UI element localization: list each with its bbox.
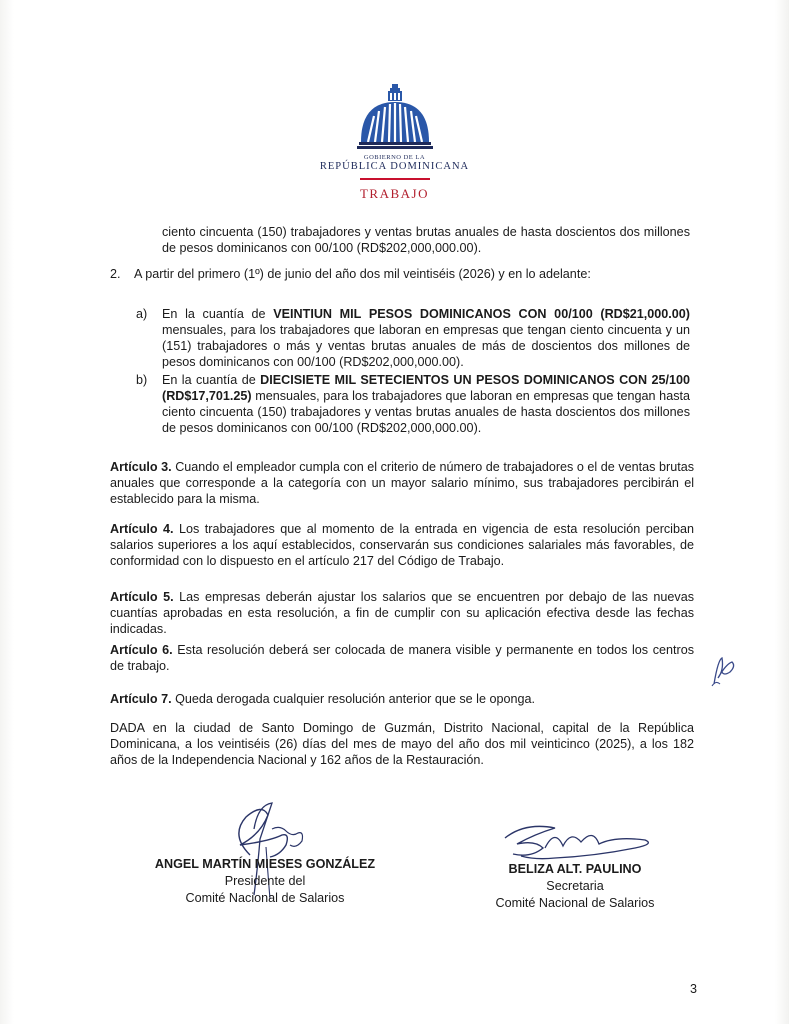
- item-2-number: 2.: [110, 267, 121, 281]
- article-5-heading: Artículo 5.: [110, 590, 174, 604]
- article-6-heading: Artículo 6.: [110, 643, 173, 657]
- header-divider: [360, 178, 430, 180]
- item-a-pre: En la cuantía de: [162, 307, 274, 321]
- article-5-text: Las empresas deberán ajustar los salarios que se encuentren por debajo de las nuevas cuantías aprobadas en esta resolución, a fin de cumplir con su aplicación efectiva desde las fechas indicadas.: [110, 590, 694, 636]
- letterhead: [0, 82, 789, 202]
- article-7: [110, 691, 694, 707]
- item-b-pre: En la cuantía de: [162, 373, 261, 387]
- gov-line-2: REPÚBLICA DOMINICANA: [319, 161, 470, 172]
- gov-line-1: GOBIERNO DE LA: [363, 154, 426, 161]
- article-3: [110, 459, 694, 507]
- page-number: 3: [690, 982, 698, 996]
- item-b-amount: DIECISIETE MIL SETECIENTOS UN PESOS DOMINICANOS CON 25/100 (RD$17,701.25): [162, 373, 690, 403]
- item-a-amount: VEINTIUN MIL PESOS DOMINICANOS CON 00/100 (RD$21,000.00): [273, 307, 690, 321]
- margin-initials-signature-icon: [708, 650, 740, 690]
- signatory-2-name: BELIZA ALT. PAULINO: [508, 862, 642, 876]
- dada-paragraph: DADA en la ciudad de Santo Domingo de Guzmán, Distrito Nacional, capital de la República Dominicana, a los veintiséis (26) días del mes de mayo del año dos mil veinticinco (2025), a los 182 años de la Independencia Nacional y 162 años de la Restauración.: [110, 721, 694, 767]
- signatory-president: [150, 856, 380, 907]
- article-4-text: Los trabajadores que al momento de la entrada en vigencia de esta resolución perciban salarios superiores a los aquí establecidos, conservarán sus condiciones salariales más favorables, de conformidad con lo dispuesto en el artículo 217 del Código de Trabajo.: [110, 522, 694, 568]
- signatory-1-role: Presidente del: [224, 874, 306, 888]
- item-2-text: A partir del primero (1º) de junio del año dos mil veintiséis (2026) y en lo adelante:: [134, 267, 591, 281]
- article-4-heading: Artículo 4.: [110, 522, 174, 536]
- signatory-2-org: Comité Nacional de Salarios: [495, 896, 655, 910]
- item-a-label: a): [136, 307, 148, 321]
- signatory-2-role: Secretaria: [546, 879, 604, 893]
- ministry-name: TRABAJO: [359, 186, 429, 201]
- item-a-post: mensuales, para los trabajadores que laboran en empresas que tengan ciento cincuenta y un (151) trabajadores o más y ventas brutas anuales de más de doscientos dos millones de pesos dominicanos con 00/100 (RD$202,000,000.00).: [162, 323, 690, 369]
- item-b-paragraph: [162, 372, 690, 436]
- article-6: [110, 642, 694, 674]
- article-3-text: Cuando el empleador cumpla con el criterio de número de trabajadores o el de ventas brutas anuales que corresponde a la categoría con un mayor salario mínimo, sus trabajadores percibirán el establecido para la misma.: [110, 460, 694, 506]
- article-6-text: Esta resolución deberá ser colocada de manera visible y permanente en todos los centros de trabajo.: [110, 643, 694, 673]
- article-7-text: Queda derogada cualquier resolución anterior que se le oponga.: [171, 692, 535, 706]
- item-b-label: b): [136, 373, 148, 387]
- item-a-paragraph: [162, 306, 690, 370]
- article-7-heading: Artículo 7.: [110, 692, 172, 706]
- signatory-1-org: Comité Nacional de Salarios: [185, 891, 345, 905]
- government-emblem-icon: [355, 82, 435, 152]
- article-3-heading: Artículo 3.: [110, 460, 172, 474]
- signatory-secretary: [470, 861, 680, 912]
- item-b-post: mensuales, para los trabajadores que laboran en empresas que tengan hasta ciento cincuenta (150) trabajadores y ventas brutas anuales de hasta doscientos dos millones de pesos dominicanos con 00/100 (RD$202,000,000.00).: [162, 389, 690, 435]
- continuation-paragraph: ciento cincuenta (150) trabajadores y ventas brutas anuales de hasta doscientos dos millones de pesos dominicanos con 00/100 (RD$202,000,000.00).: [162, 225, 690, 255]
- article-4: [110, 521, 694, 569]
- article-5: [110, 589, 694, 637]
- signatory-1-name: ANGEL MARTÍN MIESES GONZÁLEZ: [154, 857, 376, 871]
